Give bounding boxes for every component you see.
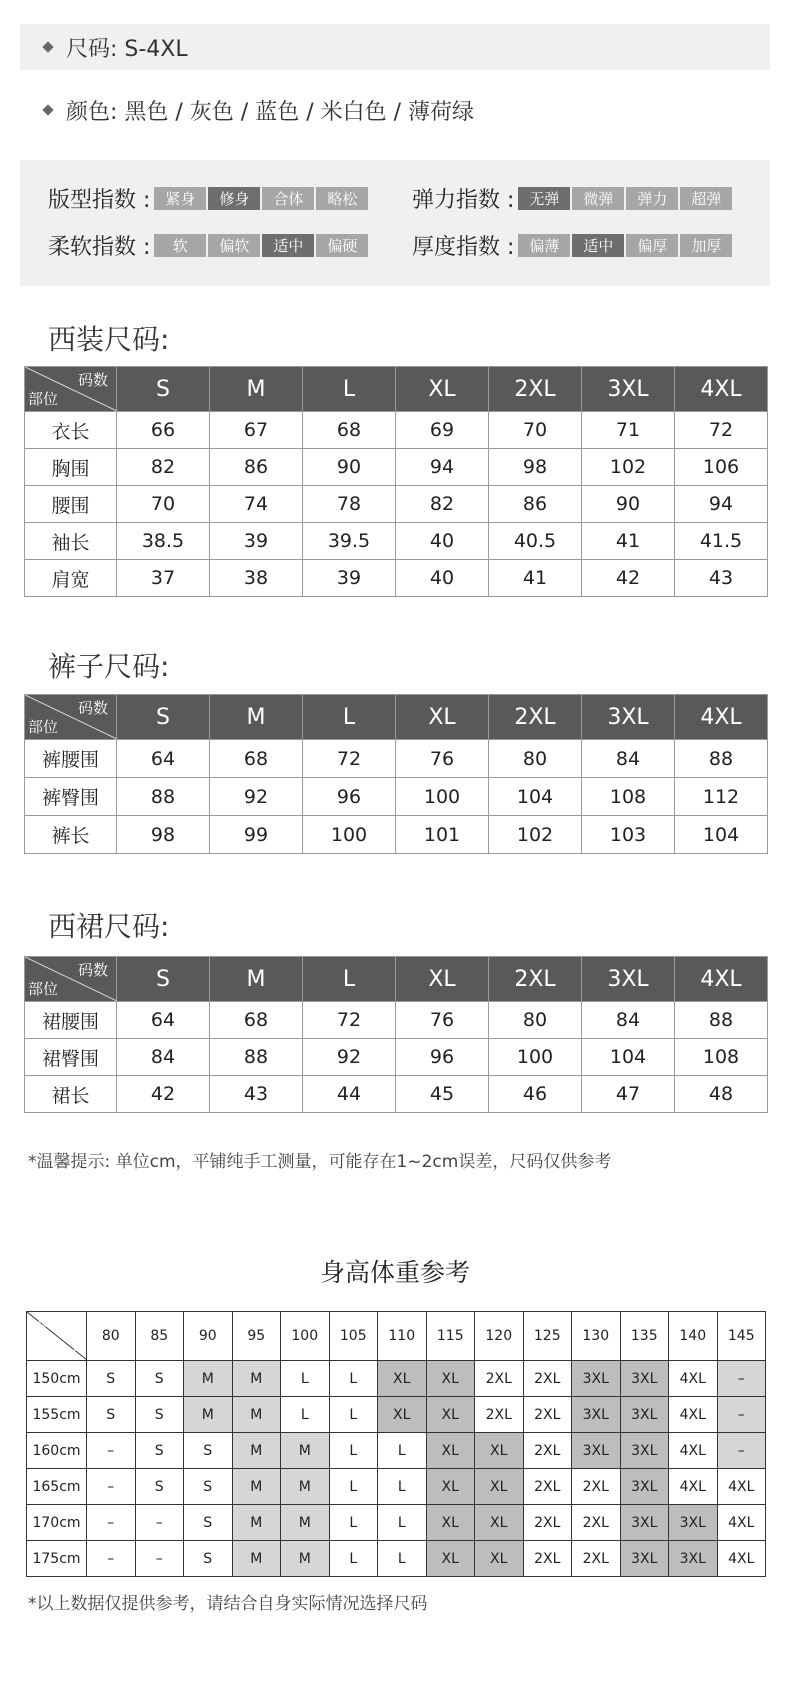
size-recommendation-cell: L [329, 1397, 378, 1433]
measurement-cell: 64 [117, 1002, 210, 1039]
body-part-cell: 裙臀围 [25, 1039, 117, 1076]
table-row [27, 1433, 766, 1469]
size-column-header: S [117, 695, 210, 740]
table-row [25, 1076, 768, 1113]
size-column-header: 2XL [489, 695, 582, 740]
size-column-header: S [117, 957, 210, 1002]
fit-option: 紧身 [154, 187, 206, 210]
size-column-header: 2XL [489, 957, 582, 1002]
size-recommendation-cell: 3XL [620, 1397, 669, 1433]
corner-part-label: 部位 [28, 718, 59, 736]
measurement-cell: 82 [117, 449, 210, 486]
size-recommendation-cell: XL [426, 1397, 475, 1433]
measurement-cell: 72 [675, 412, 768, 449]
height-cell: 155cm [27, 1397, 87, 1433]
table-corner-header [25, 367, 117, 412]
size-recommendation-cell: M [184, 1397, 233, 1433]
weight-header-cell: 100 [281, 1312, 330, 1361]
size-recommendation-cell: XL [378, 1361, 427, 1397]
size-recommendation-cell: M [232, 1397, 281, 1433]
measurement-cell: 88 [675, 1002, 768, 1039]
table-row [27, 1469, 766, 1505]
measurement-cell: 68 [210, 740, 303, 778]
color-options-text: 颜色: 黑色 / 灰色 / 蓝色 / 米白色 / 薄荷绿 [66, 99, 475, 125]
measurement-cell: 44 [303, 1076, 396, 1113]
size-recommendation-cell: 4XL [669, 1433, 718, 1469]
size-column-header: XL [396, 367, 489, 412]
height-cell: 170cm [27, 1505, 87, 1541]
measurement-cell: 37 [117, 560, 210, 597]
fit-option: 略松 [316, 187, 368, 210]
measurement-cell: 101 [396, 816, 489, 854]
diamond-bullet-icon [42, 41, 53, 52]
size-recommendation-cell: 3XL [620, 1433, 669, 1469]
table-row [25, 486, 768, 523]
hw-corner-header [27, 1312, 87, 1361]
weight-axis-label: 体重(斤) [37, 1316, 83, 1330]
measurement-cell: 78 [303, 486, 396, 523]
measurement-cell: 80 [489, 740, 582, 778]
fit-option: 合体 [262, 187, 314, 210]
body-part-cell: 衣长 [25, 412, 117, 449]
measurement-cell: 71 [582, 412, 675, 449]
size-recommendation-cell: XL [475, 1469, 524, 1505]
stretch-option: 超弹 [680, 187, 732, 210]
size-recommendation-cell: 2XL [475, 1397, 524, 1433]
size-recommendation-cell: – [717, 1397, 766, 1433]
measurement-cell: 76 [396, 740, 489, 778]
size-column-header: 4XL [675, 367, 768, 412]
size-recommendation-cell: XL [378, 1397, 427, 1433]
measurement-cell: 42 [117, 1076, 210, 1113]
measurement-cell: 84 [582, 1002, 675, 1039]
size-recommendation-cell: 4XL [717, 1505, 766, 1541]
softness-option: 偏软 [208, 234, 260, 257]
measurement-cell: 92 [303, 1039, 396, 1076]
size-recommendation-cell: 2XL [523, 1505, 572, 1541]
size-recommendation-cell: 4XL [669, 1361, 718, 1397]
measurement-cell: 41 [582, 523, 675, 560]
size-recommendation-cell: L [329, 1433, 378, 1469]
size-column-header: L [303, 957, 396, 1002]
measurement-cell: 90 [582, 486, 675, 523]
corner-part-label: 部位 [28, 390, 59, 408]
measurement-cell: 64 [117, 740, 210, 778]
measurement-cell: 45 [396, 1076, 489, 1113]
size-recommendation-cell: L [329, 1361, 378, 1397]
measurement-cell: 100 [303, 816, 396, 854]
body-part-cell: 腰围 [25, 486, 117, 523]
size-recommendation-cell: XL [426, 1505, 475, 1541]
size-recommendation-cell: M [281, 1433, 330, 1469]
size-column-header: 4XL [675, 957, 768, 1002]
measurement-cell: 70 [489, 412, 582, 449]
size-recommendation-cell: – [135, 1541, 184, 1577]
size-recommendation-cell: XL [426, 1433, 475, 1469]
corner-size-label: 码数 [77, 961, 108, 979]
size-recommendation-cell: – [87, 1505, 136, 1541]
table-row [25, 449, 768, 486]
measurement-cell: 103 [582, 816, 675, 854]
skirt-size-title: 西裙尺码: [48, 910, 170, 943]
table-row [25, 1039, 768, 1076]
measurement-cell: 100 [396, 778, 489, 816]
suit-size-title: 西装尺码: [48, 323, 170, 356]
size-recommendation-cell: 2XL [523, 1361, 572, 1397]
softness-index-label: 柔软指数 : [48, 235, 151, 260]
size-range-row [20, 24, 770, 70]
measurement-cell: 80 [489, 1002, 582, 1039]
weight-header-cell: 105 [329, 1312, 378, 1361]
measurement-cell: 46 [489, 1076, 582, 1113]
weight-header-cell: 145 [717, 1312, 766, 1361]
measurement-cell: 67 [210, 412, 303, 449]
size-recommendation-cell: L [329, 1469, 378, 1505]
skirt-size-table [24, 956, 768, 1113]
height-weight-table [26, 1311, 766, 1577]
measurement-cell: 88 [675, 740, 768, 778]
size-column-header: 2XL [489, 367, 582, 412]
size-recommendation-cell: 2XL [523, 1541, 572, 1577]
fit-option-selected: 修身 [208, 187, 260, 210]
size-recommendation-cell: 2XL [572, 1505, 621, 1541]
size-recommendation-cell: S [184, 1469, 233, 1505]
weight-header-cell: 130 [572, 1312, 621, 1361]
measurement-cell: 104 [489, 778, 582, 816]
measurement-cell: 68 [210, 1002, 303, 1039]
suit-size-table [24, 366, 768, 597]
measurement-cell: 70 [117, 486, 210, 523]
measurement-cell: 43 [675, 560, 768, 597]
fit-index [48, 183, 370, 214]
measurement-cell: 102 [489, 816, 582, 854]
size-recommendation-cell: – [87, 1433, 136, 1469]
table-row [25, 816, 768, 854]
body-part-cell: 裤腰围 [25, 740, 117, 778]
size-recommendation-cell: L [378, 1469, 427, 1505]
measurement-cell: 108 [675, 1039, 768, 1076]
size-recommendation-cell: S [135, 1361, 184, 1397]
size-recommendation-cell: 3XL [620, 1469, 669, 1505]
size-recommendation-cell: L [378, 1541, 427, 1577]
size-column-header: L [303, 367, 396, 412]
corner-size-label: 码数 [77, 371, 108, 389]
diamond-bullet-icon [42, 104, 53, 115]
measurement-cell: 86 [489, 486, 582, 523]
weight-header-cell: 110 [378, 1312, 427, 1361]
table-row [25, 560, 768, 597]
weight-header-cell: 125 [523, 1312, 572, 1361]
size-recommendation-cell: XL [475, 1541, 524, 1577]
measurement-cell: 96 [303, 778, 396, 816]
thickness-option: 偏厚 [626, 234, 678, 257]
size-column-header: 3XL [582, 957, 675, 1002]
measurement-cell: 90 [303, 449, 396, 486]
measurement-cell: 40.5 [489, 523, 582, 560]
size-recommendation-cell: S [87, 1361, 136, 1397]
size-recommendation-cell: 2XL [523, 1469, 572, 1505]
height-axis-label: 身高(cm) [29, 1343, 77, 1356]
softness-option: 软 [154, 234, 206, 257]
size-recommendation-cell: 3XL [669, 1505, 718, 1541]
size-recommendation-cell: 3XL [620, 1505, 669, 1541]
table-row [25, 740, 768, 778]
measurement-cell: 106 [675, 449, 768, 486]
size-column-header: M [210, 957, 303, 1002]
size-recommendation-cell: S [87, 1397, 136, 1433]
size-recommendation-cell: L [329, 1541, 378, 1577]
measurement-cell: 98 [489, 449, 582, 486]
table-row [27, 1361, 766, 1397]
size-column-header: 3XL [582, 367, 675, 412]
measurement-cell: 104 [582, 1039, 675, 1076]
weight-header-cell: 90 [184, 1312, 233, 1361]
size-column-header: M [210, 695, 303, 740]
fit-index-label: 版型指数 : [48, 188, 151, 213]
measurement-cell: 68 [303, 412, 396, 449]
height-cell: 160cm [27, 1433, 87, 1469]
body-part-cell: 裙腰围 [25, 1002, 117, 1039]
measurement-cell: 84 [582, 740, 675, 778]
measurement-cell: 66 [117, 412, 210, 449]
table-row [27, 1541, 766, 1577]
table-row [25, 1002, 768, 1039]
table-row [25, 412, 768, 449]
measurement-cell: 99 [210, 816, 303, 854]
measurement-cell: 104 [675, 816, 768, 854]
stretch-option: 微弹 [572, 187, 624, 210]
size-recommendation-cell: M [281, 1541, 330, 1577]
measurement-cell: 39 [303, 560, 396, 597]
stretch-index [412, 183, 734, 214]
measurement-cell: 39 [210, 523, 303, 560]
size-recommendation-cell: S [135, 1469, 184, 1505]
measurement-cell: 74 [210, 486, 303, 523]
thickness-option: 加厚 [680, 234, 732, 257]
measurement-cell: 41 [489, 560, 582, 597]
measurement-cell: 94 [675, 486, 768, 523]
color-options-row [20, 87, 770, 133]
measurement-cell: 98 [117, 816, 210, 854]
size-recommendation-cell: XL [475, 1433, 524, 1469]
thickness-option-selected: 适中 [572, 234, 624, 257]
body-part-cell: 裤长 [25, 816, 117, 854]
stretch-option-selected: 无弹 [518, 187, 570, 210]
size-recommendation-cell: 4XL [717, 1469, 766, 1505]
height-cell: 165cm [27, 1469, 87, 1505]
measurement-cell: 39.5 [303, 523, 396, 560]
size-recommendation-cell: – [87, 1469, 136, 1505]
size-recommendation-cell: L [281, 1397, 330, 1433]
fabric-index-panel [20, 160, 770, 286]
weight-header-cell: 140 [669, 1312, 718, 1361]
size-column-header: 4XL [675, 695, 768, 740]
measurement-cell: 43 [210, 1076, 303, 1113]
size-recommendation-cell: – [135, 1505, 184, 1541]
size-recommendation-cell: M [184, 1361, 233, 1397]
weight-header-cell: 85 [135, 1312, 184, 1361]
measurement-cell: 42 [582, 560, 675, 597]
size-recommendation-cell: 2XL [523, 1433, 572, 1469]
footer-note: *以上数据仅提供参考，请结合自身实际情况选择尺码 [28, 1594, 428, 1614]
size-recommendation-cell: 2XL [572, 1469, 621, 1505]
weight-header-cell: 135 [620, 1312, 669, 1361]
size-recommendation-cell: – [87, 1541, 136, 1577]
weight-header-cell: 95 [232, 1312, 281, 1361]
measurement-cell: 38 [210, 560, 303, 597]
size-recommendation-cell: 4XL [669, 1469, 718, 1505]
size-recommendation-cell: 4XL [717, 1541, 766, 1577]
measurement-cell: 86 [210, 449, 303, 486]
measurement-cell: 76 [396, 1002, 489, 1039]
thickness-index [412, 230, 734, 261]
size-recommendation-cell: L [329, 1505, 378, 1541]
softness-option: 偏硬 [316, 234, 368, 257]
size-recommendation-cell: S [184, 1541, 233, 1577]
size-recommendation-cell: M [232, 1361, 281, 1397]
weight-header-cell: 80 [87, 1312, 136, 1361]
size-recommendation-cell: S [135, 1433, 184, 1469]
body-part-cell: 肩宽 [25, 560, 117, 597]
size-column-header: L [303, 695, 396, 740]
thickness-option: 偏薄 [518, 234, 570, 257]
measurement-cell: 82 [396, 486, 489, 523]
size-recommendation-cell: 4XL [669, 1397, 718, 1433]
measurement-cell: 72 [303, 740, 396, 778]
measurement-cell: 72 [303, 1002, 396, 1039]
corner-size-label: 码数 [77, 699, 108, 717]
measurement-cell: 41.5 [675, 523, 768, 560]
height-cell: 150cm [27, 1361, 87, 1397]
size-recommendation-cell: – [717, 1433, 766, 1469]
table-row [27, 1505, 766, 1541]
size-recommendation-cell: M [232, 1469, 281, 1505]
measurement-cell: 40 [396, 560, 489, 597]
size-recommendation-cell: – [717, 1361, 766, 1397]
measurement-cell: 96 [396, 1039, 489, 1076]
measurement-cell: 40 [396, 523, 489, 560]
size-recommendation-cell: 3XL [572, 1397, 621, 1433]
size-recommendation-cell: L [281, 1361, 330, 1397]
size-recommendation-cell: M [281, 1505, 330, 1541]
size-recommendation-cell: 2XL [475, 1361, 524, 1397]
size-recommendation-cell: S [184, 1505, 233, 1541]
size-recommendation-cell: 3XL [572, 1361, 621, 1397]
pants-size-title: 裤子尺码: [48, 650, 170, 683]
table-corner-header [25, 957, 117, 1002]
size-recommendation-cell: M [232, 1433, 281, 1469]
size-recommendation-cell: XL [475, 1505, 524, 1541]
measurement-cell: 92 [210, 778, 303, 816]
size-column-header: 3XL [582, 695, 675, 740]
size-column-header: S [117, 367, 210, 412]
measurement-cell: 38.5 [117, 523, 210, 560]
pants-size-table [24, 694, 768, 854]
size-recommendation-cell: 3XL [620, 1541, 669, 1577]
stretch-index-label: 弹力指数 : [412, 188, 515, 213]
size-recommendation-cell: XL [426, 1469, 475, 1505]
size-recommendation-cell: M [232, 1505, 281, 1541]
measurement-cell: 102 [582, 449, 675, 486]
size-recommendation-cell: XL [426, 1541, 475, 1577]
size-recommendation-cell: L [378, 1433, 427, 1469]
height-cell: 175cm [27, 1541, 87, 1577]
size-column-header: XL [396, 957, 489, 1002]
measurement-cell: 69 [396, 412, 489, 449]
body-part-cell: 裤臀围 [25, 778, 117, 816]
size-recommendation-cell: XL [426, 1361, 475, 1397]
weight-header-cell: 120 [475, 1312, 524, 1361]
body-part-cell: 裙长 [25, 1076, 117, 1113]
body-part-cell: 胸围 [25, 449, 117, 486]
table-row [27, 1397, 766, 1433]
measurement-cell: 94 [396, 449, 489, 486]
table-row [25, 523, 768, 560]
size-recommendation-cell: S [184, 1433, 233, 1469]
size-recommendation-cell: M [281, 1469, 330, 1505]
measurement-cell: 47 [582, 1076, 675, 1113]
size-recommendation-cell: 2XL [572, 1541, 621, 1577]
table-row [25, 778, 768, 816]
size-recommendation-cell: 2XL [523, 1397, 572, 1433]
thickness-index-label: 厚度指数 : [412, 235, 515, 260]
size-recommendation-cell: L [378, 1505, 427, 1541]
size-recommendation-cell: S [135, 1397, 184, 1433]
measurement-cell: 112 [675, 778, 768, 816]
softness-option-selected: 适中 [262, 234, 314, 257]
table-corner-header [25, 695, 117, 740]
size-recommendation-cell: 3XL [572, 1433, 621, 1469]
measurement-cell: 84 [117, 1039, 210, 1076]
size-recommendation-cell: 3XL [620, 1361, 669, 1397]
measurement-note: *温馨提示: 单位cm，平铺纯手工测量，可能存在1~2cm误差，尺码仅供参考 [28, 1152, 612, 1172]
size-range-text: 尺码: S-4XL [66, 36, 188, 62]
size-recommendation-cell: M [232, 1541, 281, 1577]
size-column-header: M [210, 367, 303, 412]
softness-index [48, 230, 370, 261]
weight-header-cell: 115 [426, 1312, 475, 1361]
body-part-cell: 袖长 [25, 523, 117, 560]
measurement-cell: 88 [117, 778, 210, 816]
stretch-option: 弹力 [626, 187, 678, 210]
size-recommendation-cell: 3XL [669, 1541, 718, 1577]
corner-part-label: 部位 [28, 980, 59, 998]
measurement-cell: 88 [210, 1039, 303, 1076]
height-weight-title: 身高体重参考 [319, 1258, 470, 1287]
measurement-cell: 108 [582, 778, 675, 816]
size-column-header: XL [396, 695, 489, 740]
measurement-cell: 48 [675, 1076, 768, 1113]
measurement-cell: 100 [489, 1039, 582, 1076]
